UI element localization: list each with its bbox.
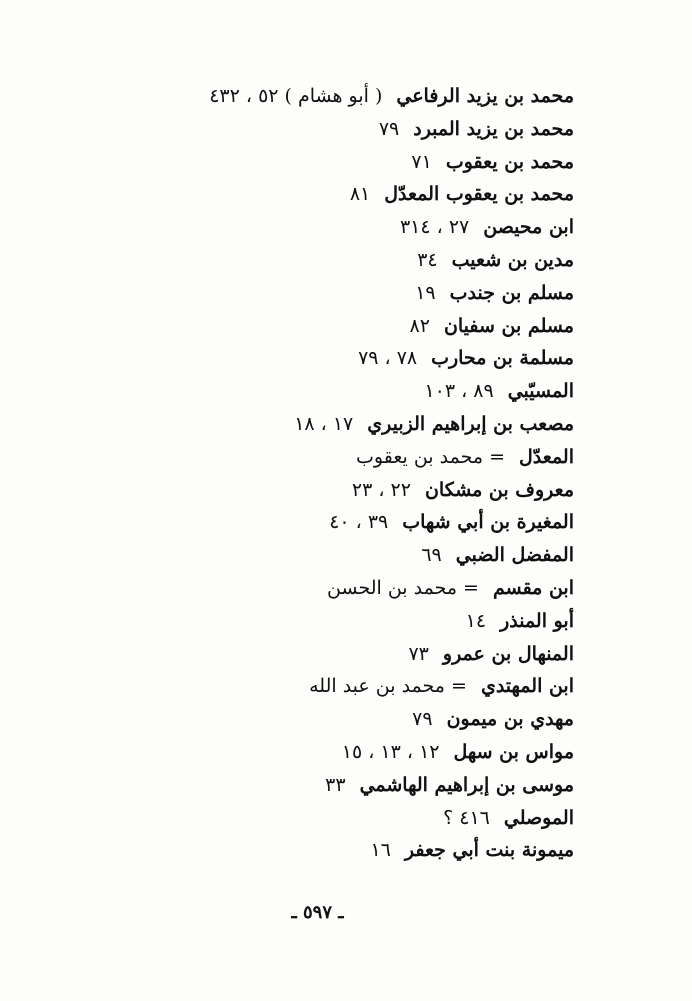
entry-refs: ٧٩ [378, 117, 400, 140]
entry-name: محمد بن يعقوب المعدّل [384, 183, 574, 206]
entry-refs: ( أبو هشام ) ٥٢ ، ٤٣٢ [209, 85, 383, 107]
entry-refs: ١٦ [370, 839, 391, 862]
entry-name: أبو المنذر [500, 609, 574, 632]
entry-refs: ٧٨ ، ٧٩ [358, 347, 418, 370]
index-entry [94, 572, 574, 605]
index-entry [94, 605, 574, 638]
entry-refs: = محمد بن يعقوب [356, 445, 505, 468]
index-entry [94, 244, 574, 277]
page-number: ـ ٥٩٧ ـ [291, 902, 344, 923]
entry-name: محمد بن يعقوب [445, 150, 574, 173]
entry-refs: ٨١ [349, 183, 371, 206]
name-index-list [94, 80, 574, 867]
entry-name: المفضل الضبي [455, 544, 574, 567]
entry-name: المسيّبي [507, 380, 574, 403]
entry-name: معروف بن مشكان [424, 478, 574, 501]
index-entry [94, 474, 574, 507]
entry-name: ابن مقسم [492, 576, 574, 599]
entry-refs: ٧٣ [408, 642, 429, 665]
entry-name: مسلم بن جندب [449, 281, 574, 304]
entry-refs: ١٩ [415, 281, 436, 304]
index-entry [94, 113, 574, 146]
index-entry [94, 638, 574, 671]
index-entry [94, 146, 574, 179]
entry-refs: = محمد بن عبد الله [309, 675, 467, 698]
entry-name: مهدي بن ميمون [446, 708, 574, 731]
index-entry [94, 342, 574, 375]
index-entry [94, 310, 574, 343]
index-entry [94, 736, 574, 769]
index-entry [94, 670, 574, 703]
entry-name: المغيرة بن أبي شهاب [402, 511, 574, 534]
index-entry [94, 539, 574, 572]
index-entry [94, 834, 574, 867]
entry-name: ابن محيصن [483, 216, 574, 239]
index-entry [94, 277, 574, 310]
entry-refs: ٦٩ [421, 544, 442, 567]
entry-refs: ١٤ [465, 609, 487, 632]
entry-refs: ٣٣ [325, 773, 346, 796]
entry-refs: ٧٩ [412, 708, 433, 731]
index-entry [94, 408, 574, 441]
entry-name: مسلمة بن محارب [431, 347, 574, 370]
entry-name: ميمونة بنت أبي جعفر [404, 839, 574, 862]
index-entry [94, 769, 574, 802]
index-entry [94, 441, 574, 474]
entry-name: الموصلي [503, 806, 574, 829]
entry-name: ابن المهتدي [480, 675, 574, 698]
entry-name: مدين بن شعيب [451, 248, 574, 271]
entry-refs: ٧١ [411, 150, 432, 173]
entry-name: محمد بن يزيد المبرد [413, 117, 574, 140]
entry-refs: ٤١٦ ؟ [443, 806, 490, 829]
entry-refs: ١٧ ، ١٨ [294, 412, 354, 435]
entry-refs: = محمد بن الحسن [327, 576, 479, 599]
index-entry [94, 211, 574, 244]
entry-refs: ١٢ ، ١٣ ، ١٥ [341, 740, 440, 763]
index-entry [94, 506, 574, 539]
entry-name: مسلم بن سفيان [443, 314, 574, 337]
entry-refs: ٣٤ [417, 248, 438, 271]
entry-refs: ٨٢ [409, 314, 430, 337]
index-entry [94, 178, 574, 211]
index-entry [94, 80, 574, 113]
entry-refs: ٢٧ ، ٣١٤ [399, 216, 470, 239]
index-entry [94, 802, 574, 835]
entry-name: موسى بن إبراهيم الهاشمي [359, 773, 574, 796]
entry-name: المنهال بن عمرو [442, 642, 574, 665]
entry-name: مواس بن سهل [453, 740, 574, 763]
index-entry [94, 375, 574, 408]
entry-refs: ٣٩ ، ٤٠ [329, 511, 389, 534]
entry-name: محمد بن يزيد الرفاعي [396, 85, 574, 107]
entry-refs: ٢٢ ، ٢٣ [351, 478, 411, 501]
entry-name: مصعب بن إبراهيم الزبيري [367, 412, 574, 435]
entry-name: المعدّل [519, 445, 574, 468]
entry-refs: ٨٩ ، ١٠٣ [424, 380, 494, 403]
index-entry [94, 703, 574, 736]
